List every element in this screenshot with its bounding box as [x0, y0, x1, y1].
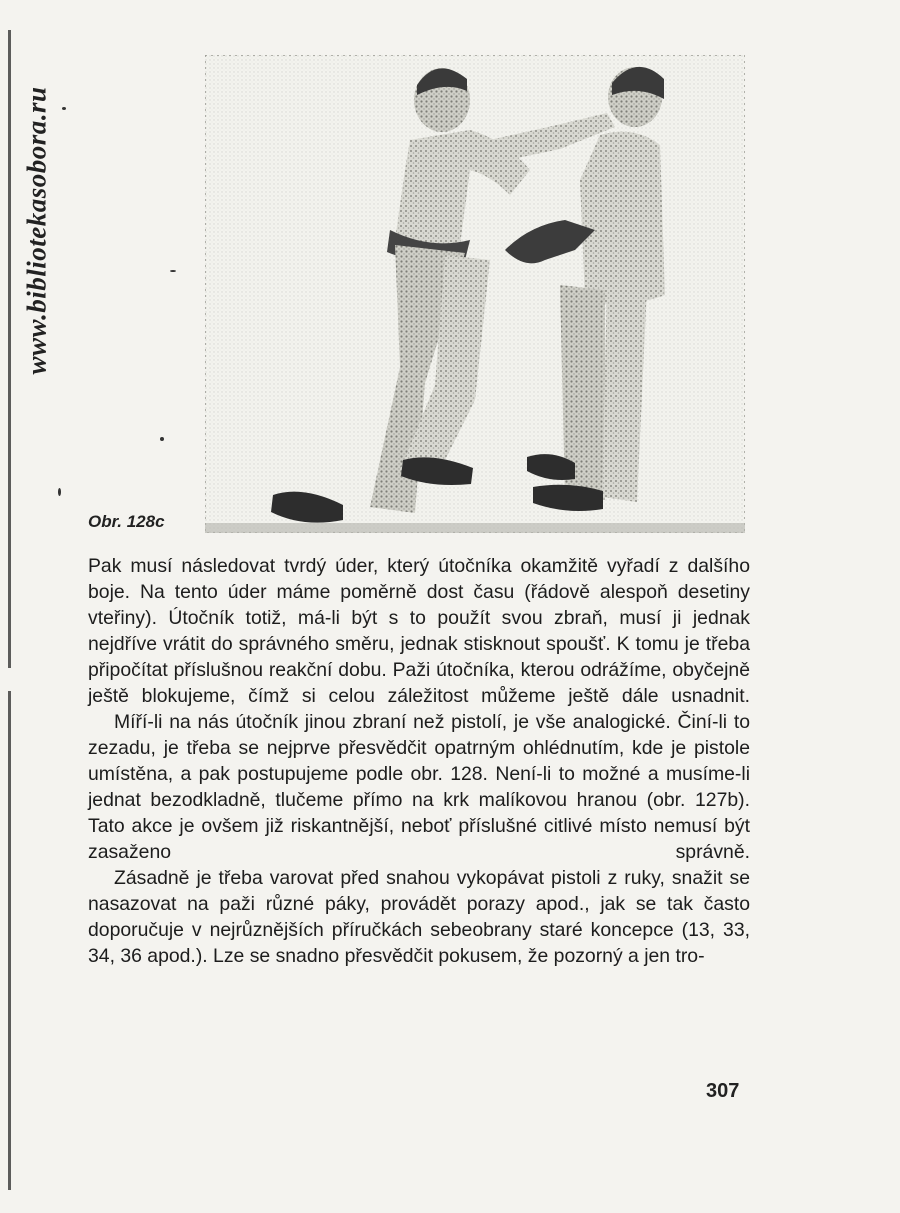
scan-speck [160, 437, 164, 441]
scan-speck [58, 488, 61, 496]
scan-speck [170, 270, 176, 272]
scan-speck [62, 107, 66, 110]
page-edge-shadow [8, 30, 11, 1190]
figure-caption: Obr. 128c [88, 512, 165, 531]
body-text [88, 553, 750, 969]
paragraph: Míří-li na nás útočník jinou zbraní než pistolí, je vše analogické. Činí-li to zezadu, je třeba se nejprve přesvědčit opatrným ohlédnutím, kde je pistole umístěna, a pak postupujeme podle obr. 128. Není-li to možné a musíme-li jednat bezodkladně, tlučeme přímo na krk malíkovou hranou (obr. 127b). Tato akce je ovšem již riskantnější, neboť příslušné citlivé místo nemusí být zasaženo správně. [88, 711, 750, 863]
figure-photo [205, 55, 745, 533]
watermark [12, 20, 62, 440]
page-number: 307 [706, 1080, 740, 1102]
watermark-text: www.bibliotekasobora.ru [21, 85, 52, 375]
paragraph: Zásadně je třeba varovat před snahou vykopávat pistoli z ruky, snažit se nasazovat na paži různé páky, provádět porazy apod., jak se tak často doporučuje v nejrůznějších příručkách sebeobrany staré koncepce (13, 33, 34, 36 apod.). Lze se snadno přesvědčit pokusem, že pozorný a jen tro- [88, 867, 750, 967]
paragraph: Pak musí následovat tvrdý úder, který útočníka okamžitě vyřadí z dalšího boje. Na tento úder máme poměrně dost času (řádově alespoň desetiny vteřiny). Útočník totiž, má-li být s to použít svou zbraň, musí ji jednak nejdříve vrátit do správného směru, jednak stisknout spoušť. K tomu je třeba připočítat příslušnou reakční dobu. Paži útočníka, kterou odrážíme, obyčejně ještě blokujeme, čímž si celou záležitost můžeme ještě dále usnadnit. [88, 555, 750, 707]
self-defense-illustration [205, 55, 745, 533]
